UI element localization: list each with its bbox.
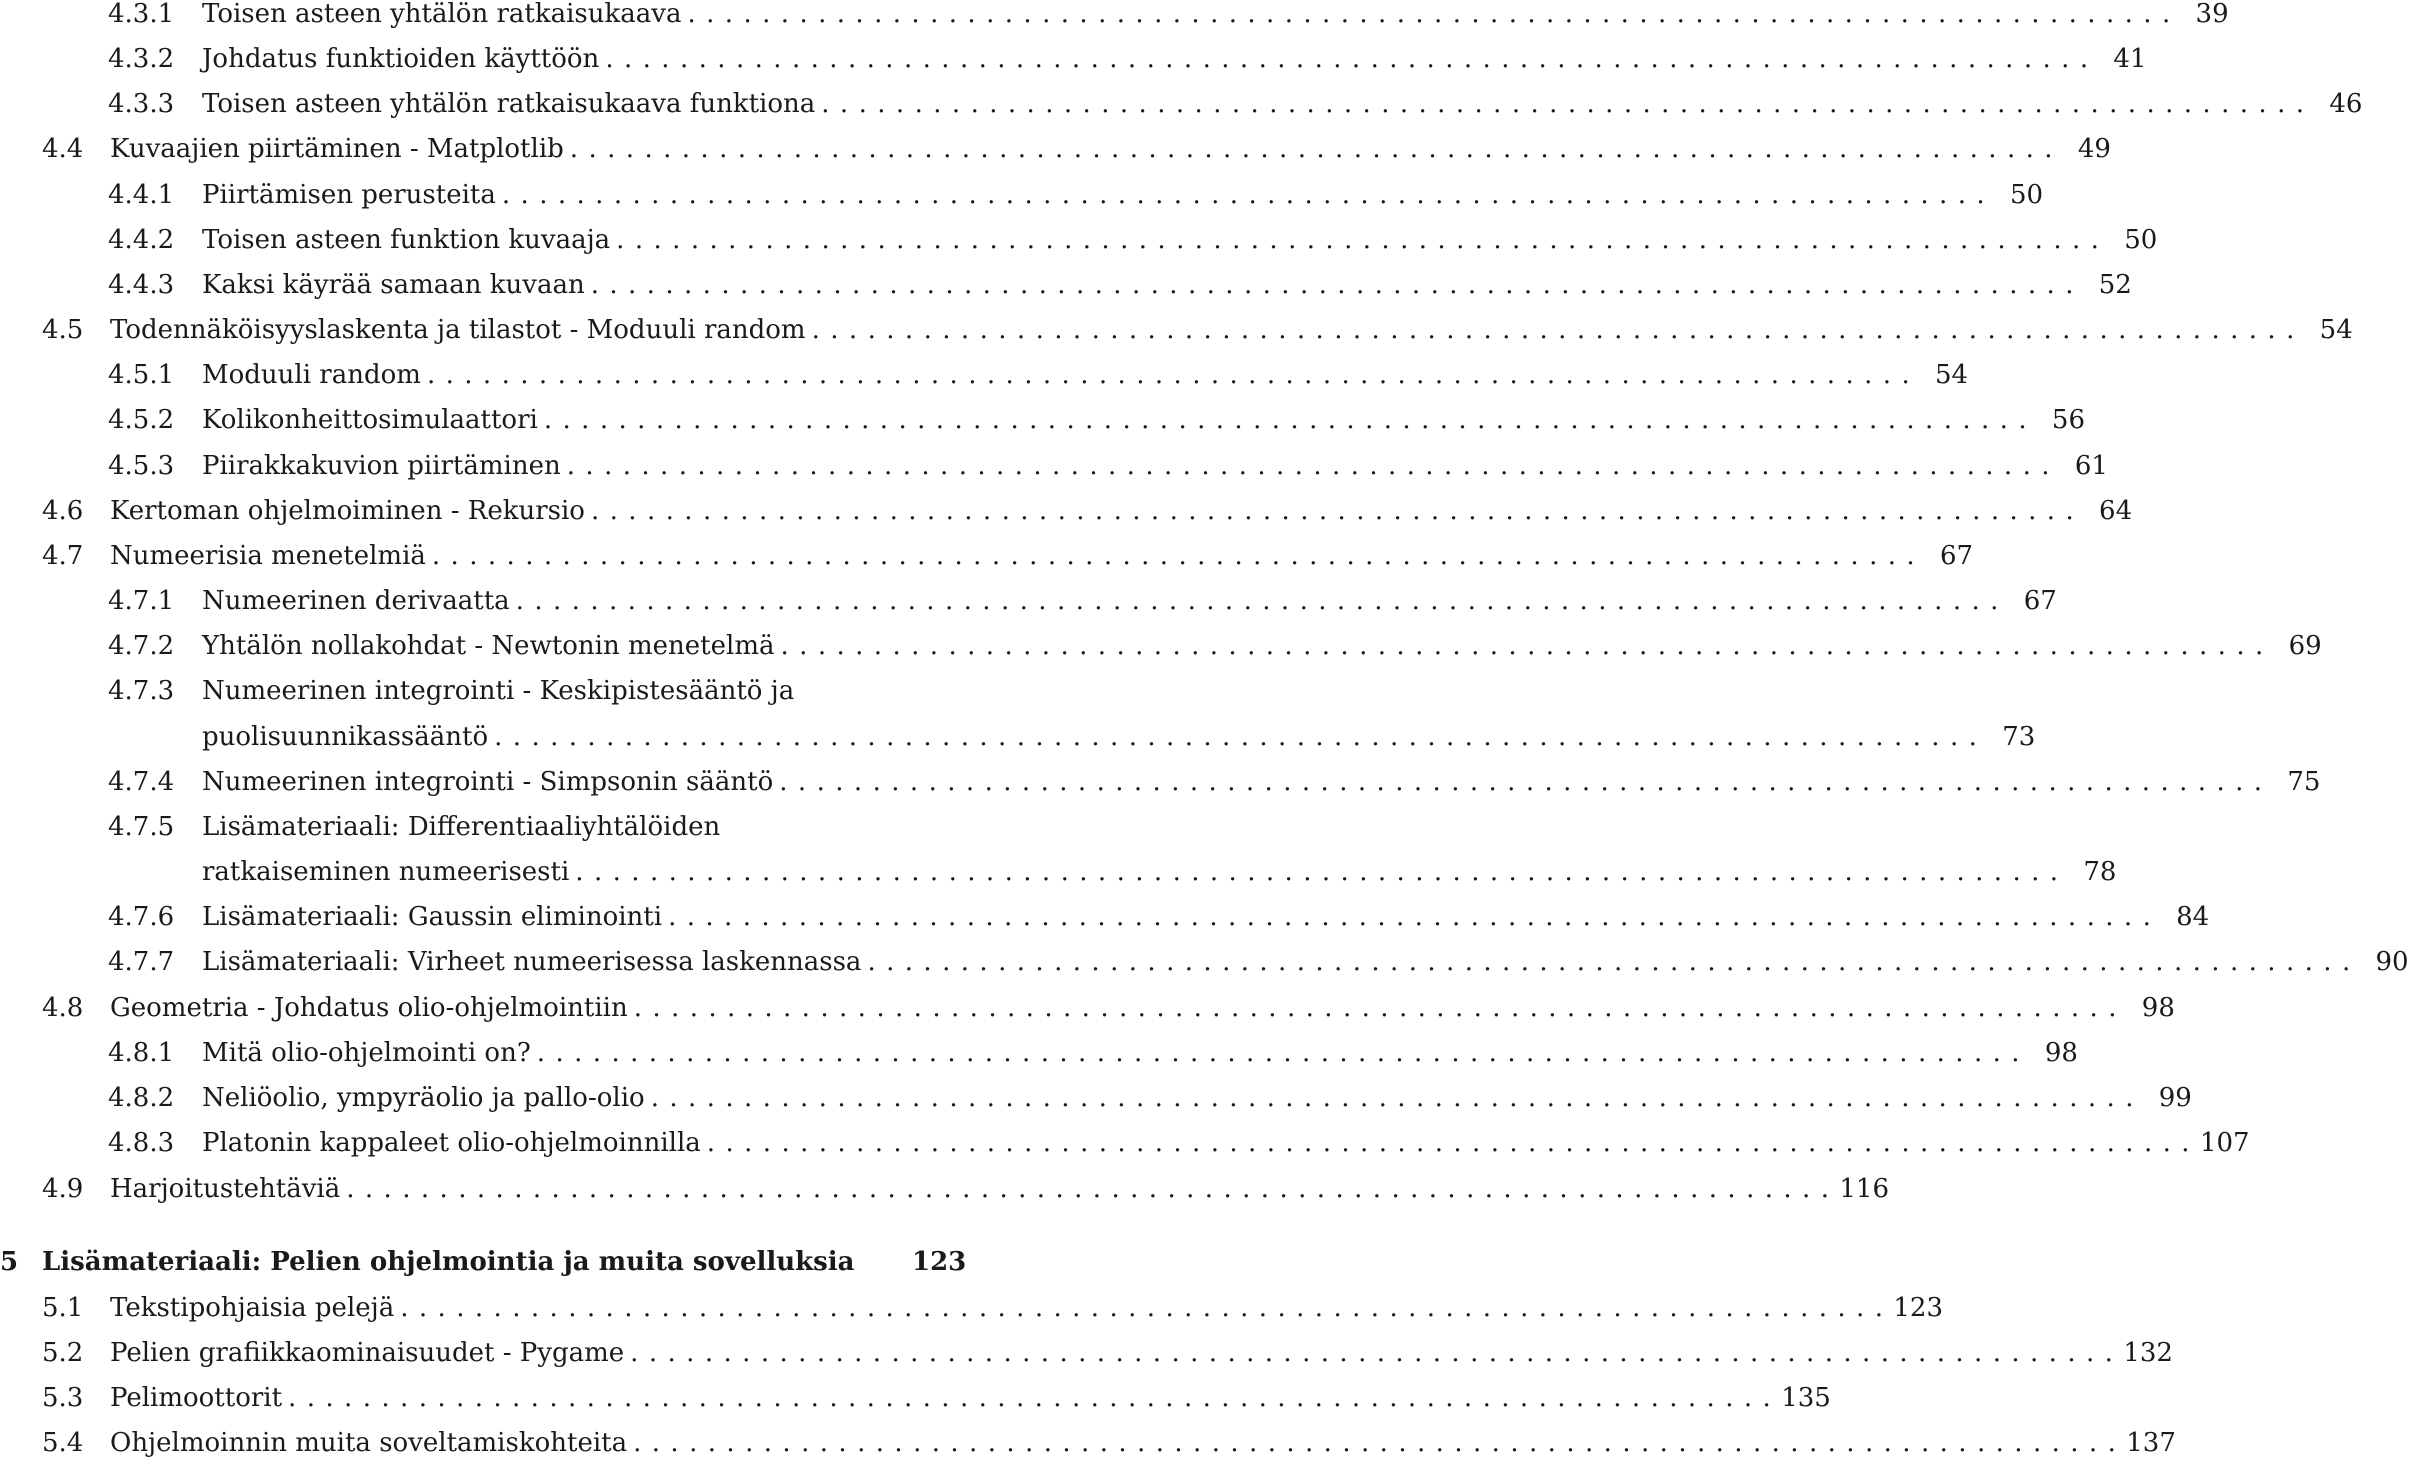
toc-entry-number: 4.9: [42, 1174, 84, 1204]
toc-page-number: 107: [2199, 1128, 2250, 1158]
toc-entry-number: 4.8.1: [108, 1038, 175, 1068]
toc-entry[interactable]: [0, 218, 2158, 262]
toc-leader-dots: ................................................................................: [575, 857, 2069, 887]
toc-page-number: 67: [2023, 586, 2057, 616]
toc-page-number: 132: [2123, 1338, 2173, 1368]
toc-entry-number: 4.4: [42, 134, 84, 164]
toc-leader-dots: ................................................................................: [566, 451, 2060, 481]
toc-entry-number: 4.8.2: [108, 1083, 175, 1113]
toc-page-number: 41: [2113, 44, 2147, 74]
toc-entry-title: Geometria - Johdatus olio-ohjelmointiin: [110, 993, 628, 1023]
toc-page-number: 90: [2375, 947, 2409, 977]
toc-entry-number: 5.1: [42, 1293, 84, 1323]
toc-leader-dots: ................................................................................: [400, 1293, 1894, 1323]
toc-entry[interactable]: [0, 805, 960, 849]
toc-entry-title: Lisämateriaali: Pelien ohjelmointia ja muita sovelluksia: [42, 1247, 855, 1277]
toc-leader-dots: ................................................................................: [569, 134, 2063, 164]
toc-entry-title: Moduuli random: [202, 360, 421, 390]
toc-page-number: 54: [1935, 360, 1969, 390]
toc-entry-title: Kertoman ohjelmoiminen - Rekursio: [110, 496, 585, 526]
toc-entry-title: Pelimoottorit: [110, 1383, 283, 1413]
toc-leader-dots: ................................................................................: [288, 1383, 1782, 1413]
toc-page-number: 135: [1781, 1383, 1831, 1413]
toc-entry-number: 4.7.7: [108, 947, 175, 977]
toc-entry-title: Numeerinen integrointi - Keskipistesääntö ja: [202, 676, 795, 706]
toc-entry-number: 4.7.3: [108, 676, 175, 706]
toc-entry-number: 5.2: [42, 1338, 84, 1368]
toc-entry-number: 4.5.1: [108, 360, 175, 390]
toc-page-number: 123: [1893, 1293, 1944, 1323]
toc-leader-dots: ................................................................................: [633, 993, 2127, 1023]
toc-page-number: 46: [2329, 89, 2363, 119]
toc-entry[interactable]: [0, 1376, 1831, 1420]
toc-entry-number: 4.8.3: [108, 1128, 175, 1158]
toc-entry[interactable]: [0, 489, 2133, 533]
toc-entry-title: Neliöolio, ympyräolio ja pallo-olio: [202, 1083, 645, 1113]
toc-leader-dots: ................................................................................: [821, 89, 2315, 119]
toc-entry-title: Numeerisia menetelmiä: [110, 541, 426, 571]
toc-entry[interactable]: [0, 669, 960, 713]
toc-page-number: 69: [2288, 631, 2322, 661]
toc-entry[interactable]: [0, 624, 2322, 668]
toc-entry-title: Tekstipohjaisia pelejä: [110, 1293, 395, 1323]
toc-entry[interactable]: [0, 895, 2210, 939]
toc-entry[interactable]: [0, 173, 2044, 217]
toc-entry-title: Numeerinen derivaatta: [202, 586, 510, 616]
toc-entry[interactable]: [0, 353, 1969, 397]
toc-page-number: 98: [2044, 1038, 2078, 1068]
toc-entry-title: Harjoitustehtäviä: [110, 1174, 341, 1204]
toc-leader-dots: ................................................................................: [543, 405, 2038, 435]
toc-entry-number: 4.8: [42, 993, 84, 1023]
toc-leader-dots: ................................................................................: [811, 315, 2305, 345]
toc-entry-number: 4.3.3: [108, 89, 175, 119]
toc-entry[interactable]: [0, 0, 2229, 36]
toc-leader-dots: ................................................................................: [590, 496, 2085, 526]
toc-entry[interactable]: [0, 1286, 1944, 1330]
toc-entry-title: Toisen asteen funktion kuvaaja: [202, 225, 611, 255]
toc-page-number: 99: [2158, 1083, 2192, 1113]
toc-entry-title: Lisämateriaali: Gaussin eliminointi: [202, 902, 663, 932]
toc-entry[interactable]: [0, 715, 2036, 759]
toc-entry-number: 5.4: [42, 1428, 84, 1458]
toc-entry-title: Lisämateriaali: Virheet numeerisessa laskennassa: [202, 947, 862, 977]
toc-leader-dots: ................................................................................: [431, 541, 1926, 571]
toc-entry[interactable]: [0, 37, 2147, 81]
toc-entry-title: Ohjelmoinnin muita soveltamiskohteita: [110, 1428, 628, 1458]
toc-entry[interactable]: [0, 1076, 2192, 1120]
toc-entry[interactable]: [0, 760, 2321, 804]
toc-entry[interactable]: [0, 850, 2117, 894]
toc-page-number: 64: [2099, 496, 2133, 526]
toc-entry[interactable]: [0, 82, 2363, 126]
toc-page-number: 49: [2077, 134, 2111, 164]
toc-entry-title: Kaksi käyrää samaan kuvaan: [202, 270, 585, 300]
toc-entry-title: Platonin kappaleet olio-ohjelmoinnilla: [202, 1128, 701, 1158]
toc-leader-dots: ................................................................................: [590, 270, 2084, 300]
toc-page-number: 67: [1939, 541, 1974, 571]
toc-page-number: 78: [2083, 857, 2117, 887]
toc-entry-title: Piirakkakuvion piirtäminen: [202, 451, 561, 481]
toc-entry-title: Toisen asteen yhtälön ratkaisukaava: [202, 0, 682, 29]
toc-entry-number: 4.4.1: [108, 180, 175, 210]
toc-entry-title: Toisen asteen yhtälön ratkaisukaava funktiona: [202, 89, 816, 119]
toc-entry[interactable]: [0, 1167, 1890, 1211]
toc-entry-title: Todennäköisyyslaskenta ja tilastot - Moduuli random: [110, 315, 806, 345]
toc-leader-dots: ................................................................................: [706, 1128, 2200, 1158]
toc-page-number: 61: [2074, 451, 2108, 481]
toc-leader-dots: ................................................................................: [633, 1428, 2127, 1458]
toc-entry-number: 4.5.3: [108, 451, 175, 481]
toc-page-number: 98: [2141, 993, 2175, 1023]
toc-page-number: 50: [2124, 225, 2158, 255]
toc-entry-title: Kolikonheittosimulaattori: [202, 405, 538, 435]
toc-entry-number: 4.7.2: [108, 631, 175, 661]
toc-entry-number: 4.6: [42, 496, 84, 526]
toc-leader-dots: ................................................................................: [605, 44, 2099, 74]
toc-chapter-entry[interactable]: [0, 1240, 967, 1284]
toc-leader-dots: ................................................................................: [426, 360, 1921, 390]
toc-entry-title: Mitä olio-ohjelmointi on?: [202, 1038, 531, 1068]
toc-leader-dots: ................................................................................: [650, 1083, 2144, 1113]
toc-leader-dots: ................................................................................: [536, 1038, 2030, 1068]
toc-page-number: 50: [2009, 180, 2044, 210]
toc-entry-number: 4.5.2: [108, 405, 175, 435]
toc-entry-title: Numeerinen integrointi - Simpsonin sääntö: [202, 767, 774, 797]
toc-leader-dots: ................................................................................: [494, 722, 1988, 752]
toc-entry-title: Piirtämisen perusteita: [202, 180, 496, 210]
toc-entry[interactable]: [0, 534, 1974, 578]
toc-entry-number: 4.4.3: [108, 270, 175, 300]
toc-entry-number: 5: [0, 1247, 19, 1277]
toc-page-number: 54: [2319, 315, 2353, 345]
toc-entry-number: 4.7.5: [108, 812, 175, 842]
toc-page-number: 116: [1839, 1174, 1890, 1204]
toc-entry-number: 5.3: [42, 1383, 84, 1413]
toc-leader-dots: ................................................................................: [780, 631, 2274, 661]
toc-entry[interactable]: [0, 1331, 2173, 1375]
toc-leader-dots: ................................................................................: [515, 586, 2009, 616]
toc-entry-title: Johdatus funktioiden käyttöön: [202, 44, 600, 74]
toc-leader-dots: ................................................................................: [346, 1174, 1840, 1204]
toc-entry-number: 4.5: [42, 315, 84, 345]
toc-entry[interactable]: [0, 308, 2353, 352]
toc-entry[interactable]: [0, 1121, 2250, 1165]
toc-entry-number: 4.3.1: [108, 0, 175, 29]
toc-entry[interactable]: [0, 579, 2057, 623]
toc-entry-title: Yhtälön nollakohdat - Newtonin menetelmä: [202, 631, 775, 661]
toc-page-number: 39: [2195, 0, 2229, 29]
toc-entry-title: ratkaiseminen numeerisesti: [202, 857, 570, 887]
toc-entry[interactable]: [0, 444, 2108, 488]
toc-leader-dots: ................................................................................: [687, 0, 2181, 29]
toc-entry-number: 4.7.1: [108, 586, 175, 616]
toc-entry-title: Lisämateriaali: Differentiaaliyhtälöiden: [202, 812, 721, 842]
toc-entry-title: Pelien grafiikkaominaisuudet - Pygame: [110, 1338, 625, 1368]
toc-entry-number: 4.7.4: [108, 767, 175, 797]
toc-page-number: 75: [2287, 767, 2321, 797]
toc-page-number: 73: [2002, 722, 2036, 752]
toc-page-number: 137: [2126, 1428, 2176, 1458]
toc-entry-number: 4.3.2: [108, 44, 175, 74]
toc-page-number: 84: [2176, 902, 2210, 932]
toc-entry[interactable]: [0, 986, 2175, 1030]
toc-entry[interactable]: [0, 1421, 2176, 1465]
toc-leader-dots: ................................................................................: [616, 225, 2110, 255]
toc-entry[interactable]: [0, 940, 2409, 984]
toc-entry-number: 4.7: [42, 541, 84, 571]
toc-entry-number: 4.4.2: [108, 225, 175, 255]
toc-entry-title: Kuvaajien piirtäminen - Matplotlib: [110, 134, 564, 164]
toc-page-number: 52: [2098, 270, 2132, 300]
toc-leader-dots: ................................................................................: [630, 1338, 2124, 1368]
toc-leader-dots: ................................................................................: [668, 902, 2162, 932]
toc-leader-dots: ................................................................................: [867, 947, 2361, 977]
toc-entry[interactable]: [0, 263, 2132, 307]
toc-page-number: 56: [2051, 405, 2086, 435]
toc-entry[interactable]: [0, 1031, 2078, 1075]
toc-entry[interactable]: [0, 127, 2111, 171]
toc-leader-dots: ................................................................................: [501, 180, 1996, 210]
toc-leader-dots: ................................................................................: [779, 767, 2273, 797]
toc-page-number: 123: [912, 1247, 967, 1277]
toc-entry[interactable]: [0, 398, 2086, 442]
toc-entry-title: puolisuunnikassääntö: [202, 722, 489, 752]
toc-entry-number: 4.7.6: [108, 902, 175, 932]
